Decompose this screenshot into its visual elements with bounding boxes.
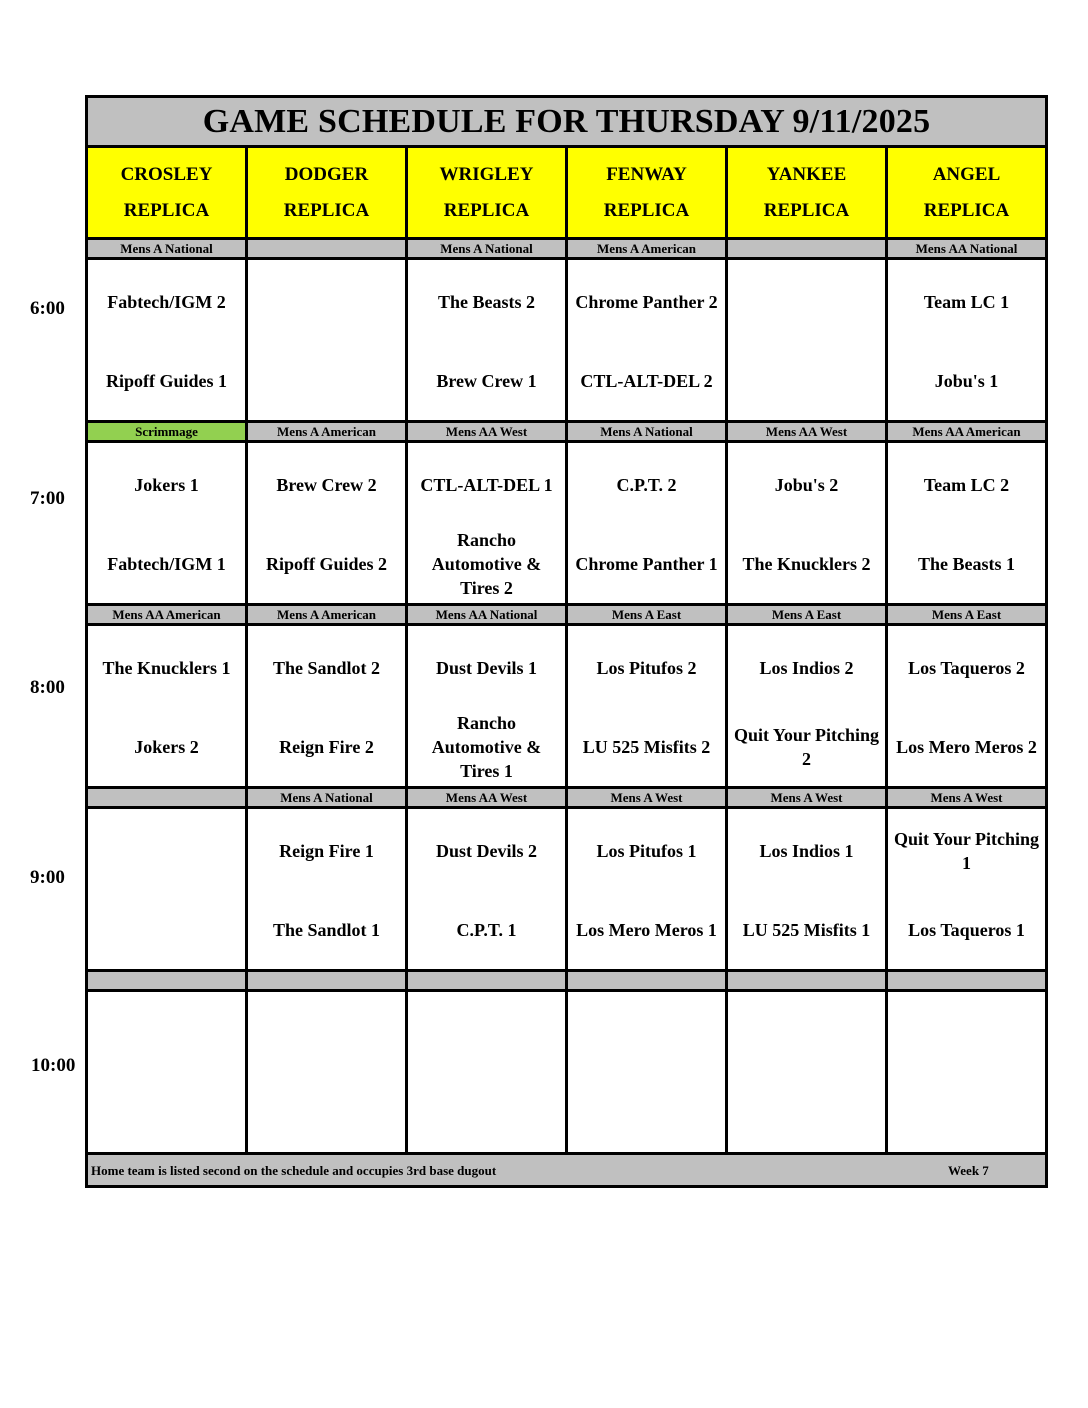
division-label: Mens AA National (887, 239, 1047, 259)
game-cell (567, 442, 727, 605)
division-row (87, 605, 1047, 625)
home-team: Quit Your Pitching 2 (733, 724, 880, 769)
game-cell (87, 625, 247, 788)
game-cell (247, 991, 407, 1154)
home-team (728, 341, 885, 420)
home-team (88, 890, 245, 969)
game-cell (727, 259, 887, 422)
away-team: Fabtech/IGM 2 (107, 291, 226, 312)
home-team (888, 1073, 1045, 1152)
field-header (87, 147, 247, 239)
game-cell (247, 808, 407, 971)
division-label: Mens A National (567, 422, 727, 442)
division-label (87, 971, 247, 991)
division-label (887, 971, 1047, 991)
away-team: Team LC 1 (923, 291, 1010, 312)
division-label: Mens A East (887, 605, 1047, 625)
away-team: Quit Your Pitching 1 (893, 828, 1040, 873)
game-row (87, 442, 1047, 605)
field-subtitle: REPLICA (283, 199, 370, 221)
away-team: Dust Devils 2 (435, 840, 537, 861)
home-team: Brew Crew 1 (436, 370, 537, 391)
division-label: Mens A American (247, 605, 407, 625)
field-header (887, 147, 1047, 239)
game-cell (567, 625, 727, 788)
field-header (247, 147, 407, 239)
home-team: The Knucklers 2 (742, 553, 871, 574)
away-team: Brew Crew 2 (276, 474, 377, 495)
week-label: Week 7 (948, 1163, 989, 1178)
division-label: Mens AA American (87, 605, 247, 625)
division-row (87, 239, 1047, 259)
field-header (407, 147, 567, 239)
division-label: Mens A American (247, 422, 407, 442)
home-team: Los Taqueros 1 (908, 919, 1025, 940)
away-team: Jobu's 2 (774, 474, 839, 495)
game-cell (247, 625, 407, 788)
division-label (407, 971, 567, 991)
game-cell (887, 259, 1047, 422)
away-team (728, 992, 885, 1073)
game-cell (887, 442, 1047, 605)
time-label-9: 9:00 (30, 867, 65, 888)
field-name: DODGER (284, 163, 369, 185)
footer-row (87, 1154, 1047, 1187)
field-subtitle: REPLICA (603, 199, 690, 221)
game-cell (727, 991, 887, 1154)
game-cell (727, 442, 887, 605)
away-team: Team LC 2 (923, 474, 1010, 495)
home-team: Reign Fire 2 (279, 736, 374, 757)
away-team: The Beasts 2 (437, 291, 535, 312)
division-label: Mens AA National (407, 605, 567, 625)
game-cell (407, 625, 567, 788)
division-label: Scrimmage (87, 422, 247, 442)
away-team (728, 260, 885, 341)
away-team: Chrome Panther 2 (575, 291, 718, 312)
away-team (88, 809, 245, 890)
division-row (87, 971, 1047, 991)
home-team: Jokers 2 (134, 736, 199, 757)
field-name: FENWAY (606, 163, 687, 185)
game-cell (87, 808, 247, 971)
game-cell (87, 442, 247, 605)
game-cell (727, 625, 887, 788)
division-label: Mens A East (567, 605, 727, 625)
game-cell (407, 991, 567, 1154)
division-label: Mens AA West (727, 422, 887, 442)
field-name: CROSLEY (120, 163, 213, 185)
time-label-10: 10:00 (31, 1055, 76, 1076)
home-team: The Sandlot 1 (272, 919, 381, 940)
field-name: WRIGLEY (439, 163, 534, 185)
schedule-table (85, 95, 1048, 1188)
away-team: Los Indios 1 (759, 840, 854, 861)
away-team: Los Pitufos 2 (596, 657, 697, 678)
division-label (727, 239, 887, 259)
page-title: GAME SCHEDULE FOR THURSDAY 9/11/2025 (87, 97, 1047, 147)
game-row (87, 259, 1047, 422)
home-team (88, 1073, 245, 1152)
away-team: Reign Fire 1 (279, 840, 374, 861)
division-label: Mens AA West (407, 422, 567, 442)
away-team: The Sandlot 2 (272, 657, 381, 678)
game-cell (887, 991, 1047, 1154)
field-subtitle: REPLICA (443, 199, 530, 221)
field-name: YANKEE (766, 163, 847, 185)
game-cell (567, 259, 727, 422)
game-cell (887, 808, 1047, 971)
away-team (568, 992, 725, 1073)
home-team: Chrome Panther 1 (575, 553, 718, 574)
time-label-7: 7:00 (30, 488, 65, 509)
away-team: Los Pitufos 1 (596, 840, 697, 861)
home-team (408, 1073, 565, 1152)
division-label: Mens A National (247, 788, 407, 808)
away-team (248, 260, 405, 341)
home-team: CTL-ALT-DEL 2 (580, 370, 713, 391)
game-cell (247, 442, 407, 605)
game-cell (407, 259, 567, 422)
division-label: Mens A American (567, 239, 727, 259)
home-team (568, 1073, 725, 1152)
home-team: LU 525 Misfits 2 (582, 736, 711, 757)
division-label: Mens A West (727, 788, 887, 808)
division-label (247, 971, 407, 991)
game-cell (727, 808, 887, 971)
game-cell (407, 808, 567, 971)
division-label: Mens A National (87, 239, 247, 259)
division-label (247, 239, 407, 259)
game-row (87, 991, 1047, 1154)
away-team (408, 992, 565, 1073)
home-team: Jobu's 1 (934, 370, 999, 391)
field-header-row (87, 147, 1047, 239)
division-label: Mens A West (567, 788, 727, 808)
away-team: Jokers 1 (134, 474, 199, 495)
home-team: Ripoff Guides 2 (265, 553, 388, 574)
game-cell (567, 991, 727, 1154)
away-team: Los Taqueros 2 (908, 657, 1025, 678)
division-label: Mens A West (887, 788, 1047, 808)
home-team: Ripoff Guides 1 (105, 370, 228, 391)
home-team: Los Mero Meros 2 (896, 736, 1037, 757)
division-label: Mens A East (727, 605, 887, 625)
home-team (248, 341, 405, 420)
game-cell (87, 259, 247, 422)
division-label (567, 971, 727, 991)
field-name: ANGEL (932, 163, 1001, 185)
field-header (727, 147, 887, 239)
home-team (248, 1073, 405, 1152)
away-team (88, 992, 245, 1073)
game-cell (407, 442, 567, 605)
away-team: C.P.T. 2 (616, 474, 677, 495)
game-cell (87, 991, 247, 1154)
field-header (567, 147, 727, 239)
away-team: Los Indios 2 (759, 657, 854, 678)
home-team: Los Mero Meros 1 (576, 919, 717, 940)
division-label: Mens AA West (407, 788, 567, 808)
division-label (87, 788, 247, 808)
field-subtitle: REPLICA (123, 199, 210, 221)
home-team: Rancho Automotive & Tires 1 (431, 712, 542, 781)
away-team: The Knucklers 1 (102, 657, 231, 678)
game-row (87, 808, 1047, 971)
game-row (87, 625, 1047, 788)
time-label-6: 6:00 (30, 298, 65, 319)
field-subtitle: REPLICA (923, 199, 1010, 221)
division-label: Mens AA American (887, 422, 1047, 442)
division-label: Mens A National (407, 239, 567, 259)
home-team: Rancho Automotive & Tires 2 (431, 529, 542, 598)
game-cell (567, 808, 727, 971)
home-team (728, 1073, 885, 1152)
home-team: The Beasts 1 (917, 553, 1015, 574)
away-team: CTL-ALT-DEL 1 (420, 474, 553, 495)
away-team: Dust Devils 1 (435, 657, 537, 678)
away-team (248, 992, 405, 1073)
division-label (727, 971, 887, 991)
time-label-8: 8:00 (30, 677, 65, 698)
home-team: Fabtech/IGM 1 (107, 553, 226, 574)
division-row (87, 788, 1047, 808)
game-cell (247, 259, 407, 422)
away-team (888, 992, 1045, 1073)
field-subtitle: REPLICA (763, 199, 850, 221)
game-cell (887, 625, 1047, 788)
division-row (87, 422, 1047, 442)
home-team: LU 525 Misfits 1 (742, 919, 871, 940)
home-team: C.P.T. 1 (456, 919, 517, 940)
footer-note: Home team is listed second on the schedule and occupies 3rd base dugout (91, 1163, 497, 1178)
